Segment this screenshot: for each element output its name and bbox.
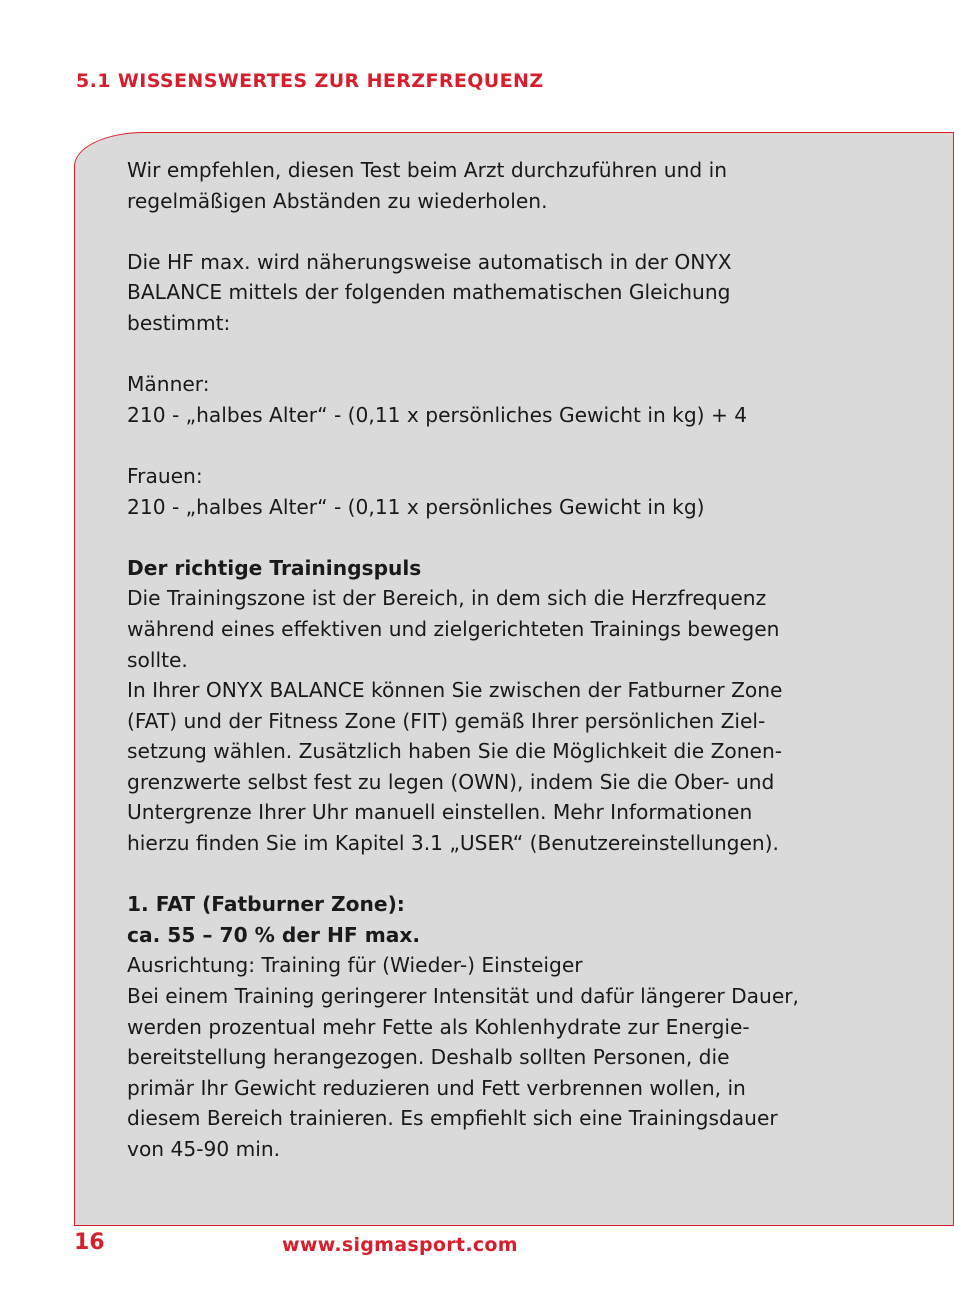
zones-line: In Ihrer ONYX BALANCE können Sie zwischen der Fatburner Zone [127, 678, 783, 703]
hfmax-line: Die HF max. wird näherungsweise automatisch in der ONYX [127, 249, 732, 274]
training-line: während eines effektiven und zielgerichteten Trainings bewegen [127, 616, 780, 641]
paragraph-gap [127, 430, 847, 461]
fat-line: werden prozentual mehr Fette als Kohlenhydrate zur Energie- [127, 1014, 750, 1039]
intro-line: regelmäßigen Abständen zu wiederholen. [127, 188, 548, 213]
zones-line: grenzwerte selbst fest zu legen (OWN), indem Sie die Ober- und [127, 769, 775, 794]
footer-url[interactable]: www.sigmasport.com [282, 1234, 518, 1256]
intro-line: Wir empfehlen, diesen Test beim Arzt durchzuführen und in [127, 158, 728, 182]
fat-range: ca. 55 – 70 % der HF max. [127, 922, 421, 947]
men-label: Männer: [127, 372, 210, 397]
fat-orientation: Ausrichtung: Training für (Wieder-) Einsteiger [127, 953, 583, 978]
zones-line: hierzu finden Sie im Kapitel 3.1 „USER“ (Benutzereinstellungen). [127, 831, 779, 856]
page-number: 16 [74, 1230, 105, 1255]
section-title: 5.1 WISSENSWERTES ZUR HERZFREQUENZ [76, 70, 544, 92]
hfmax-line: bestimmt: [127, 310, 231, 335]
women-label: Frauen: [127, 463, 203, 488]
fat-line: von 45-90 min. [127, 1137, 281, 1161]
women-formula: 210 - „halbes Alter“ - (0,11 x persönliches Gewicht in kg) [127, 494, 705, 519]
training-heading: Der richtige Trainingspuls [127, 555, 422, 580]
body-text [127, 155, 847, 1165]
paragraph-gap [127, 216, 847, 247]
fat-line: bereitstellung herangezogen. Deshalb sollten Personen, die [127, 1045, 730, 1070]
paragraph-gap [127, 859, 847, 890]
zones-line: setzung wählen. Zusätzlich haben Sie die Möglichkeit die Zonen- [127, 739, 783, 764]
hfmax-line: BALANCE mittels der folgenden mathematischen Gleichung [127, 280, 731, 305]
training-line: sollte. [127, 647, 188, 672]
paragraph-gap [127, 522, 847, 553]
paragraph-gap [127, 339, 847, 370]
zones-line: (FAT) und der Fitness Zone (FIT) gemäß Ihrer persönlichen Ziel- [127, 708, 766, 733]
fat-line: primär Ihr Gewicht reduzieren und Fett verbrennen wollen, in [127, 1075, 746, 1100]
fat-heading: 1. FAT (Fatburner Zone): [127, 892, 405, 917]
fat-line: diesem Bereich trainieren. Es empfiehlt sich eine Trainingsdauer [127, 1106, 778, 1131]
men-formula: 210 - „halbes Alter“ - (0,11 x persönliches Gewicht in kg) + 4 [127, 402, 748, 427]
zones-line: Untergrenze Ihrer Uhr manuell einstellen. Mehr Informationen [127, 800, 753, 825]
fat-line: Bei einem Training geringerer Intensität und dafür längerer Dauer, [127, 984, 799, 1009]
training-line: Die Trainingszone ist der Bereich, in dem sich die Herzfrequenz [127, 586, 767, 611]
